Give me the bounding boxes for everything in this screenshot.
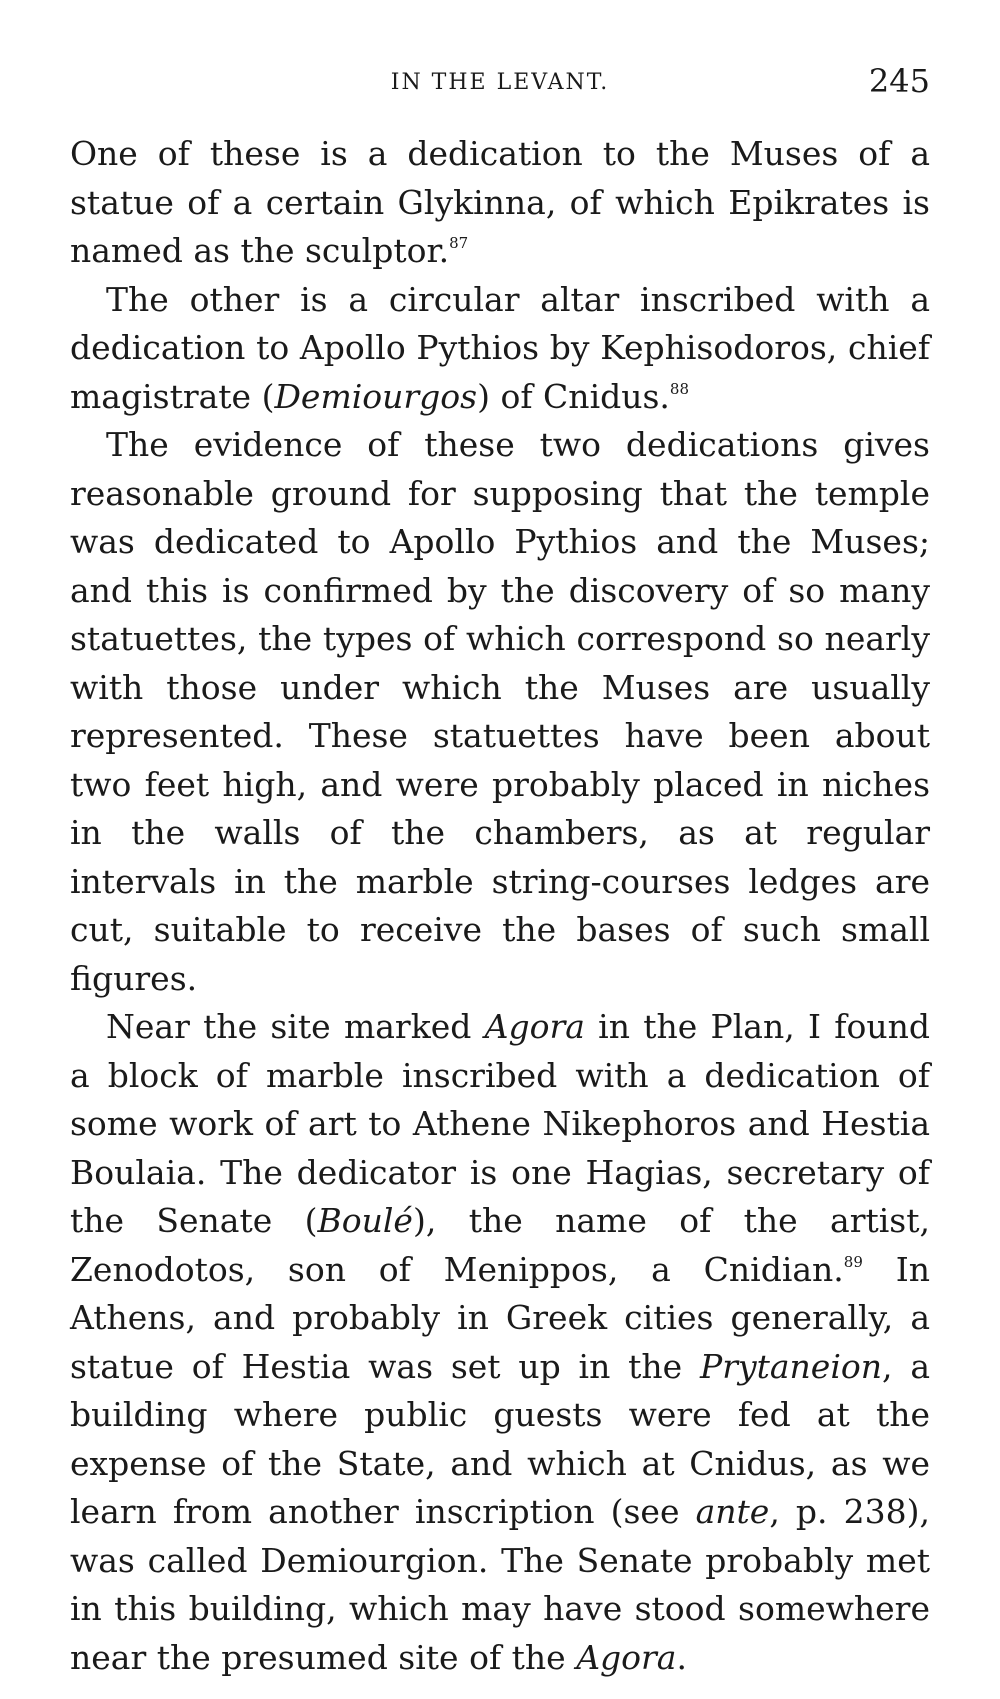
running-title: IN THE LEVANT.: [390, 70, 610, 95]
italic-term-demiourgos: Demiourgos: [274, 376, 478, 416]
italic-term-ante: ante: [695, 1492, 770, 1531]
page-number: 245: [868, 62, 930, 100]
text-segment: ) of Cnidus.: [477, 376, 670, 416]
paragraph-2: [70, 276, 930, 422]
text-segment: One of these is a dedication to the Muses of a statue of a certain Glykinna, of which Epikrates is named as the sculptor.: [70, 134, 930, 270]
text-segment: The evidence of these two dedications gives reasonable ground for supposing that the temple was dedicated to Apollo Pythios and the Muses; and this is confirmed by the discovery of so many statuettes, the types of which correspond so nearly with those under which the Muses are usually represented. These statuettes have been about two feet high, and were probably placed in niches in the walls of the chambers, as at regular intervals in the marble string-courses ledges are cut, suitable to receive the bases of such small figures.: [70, 425, 930, 998]
text-segment: In Athens, and probably in Greek cities generally, a statue of Hestia was set up in the: [70, 1249, 930, 1386]
paragraph-3: [70, 421, 930, 1003]
text-segment: , p. 238), was called Demiourgion. The Senate probably met in this building, which may have stood somewhere near the presumed site of the: [70, 1492, 931, 1677]
text-segment: ), the name of the artist, Zenodotos, son of Menippos, a Cnidian.: [70, 1201, 930, 1289]
paragraph-1: [70, 130, 930, 276]
body-text: [70, 130, 930, 1682]
running-head: [70, 50, 930, 110]
text-segment: .: [676, 1637, 687, 1677]
italic-term-prytaneion: Prytaneion: [700, 1346, 883, 1386]
italic-term-boule: Boulé: [317, 1201, 413, 1240]
text-segment: Near the site marked: [106, 1007, 485, 1046]
italic-term-agora: Agora: [484, 1007, 585, 1046]
footnote-ref-89: 89: [843, 1252, 863, 1271]
footnote-ref-87: 87: [449, 234, 469, 252]
book-page: [70, 50, 930, 1682]
italic-term-agora: Agora: [576, 1637, 677, 1677]
paragraph-4: [70, 1003, 930, 1682]
text-segment: , a building where public guests were fed at the expense of the State, and which at Cnidus, as we learn from another inscription (see: [70, 1346, 930, 1531]
text-segment: in the Plan, I found a block of marble inscribed with a dedication of some work of art to Athene Nikephoros and Hestia Boulaia. The dedicator is one Hagias, secretary of the Senate (: [70, 1007, 930, 1240]
footnote-ref-88: 88: [669, 379, 690, 398]
text-segment: The other is a circular altar inscribed with a dedication to Apollo Pythios by Kephisodoros, chief magistrate (: [70, 279, 930, 416]
